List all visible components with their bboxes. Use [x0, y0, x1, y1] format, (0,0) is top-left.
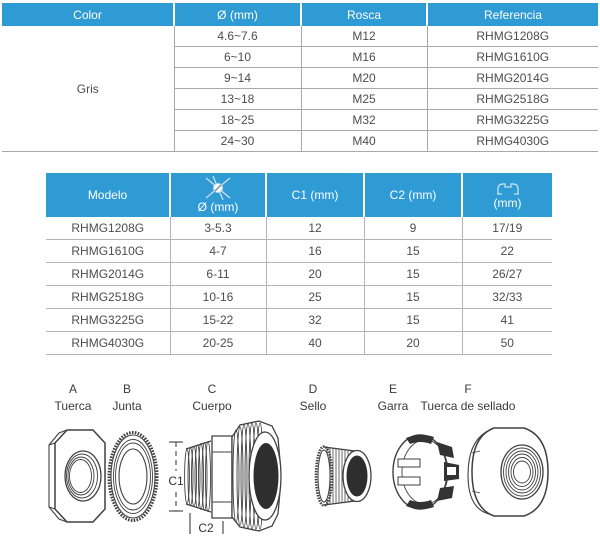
- spanner-cell: 17/19: [462, 217, 552, 240]
- c2-cell: 20: [364, 332, 462, 355]
- header-diameter: Ø (mm): [174, 3, 301, 26]
- c2-cell: 15: [364, 240, 462, 263]
- header-color: Color: [2, 3, 174, 26]
- c2-cell: 9: [364, 217, 462, 240]
- referencia-cell: RHMG1610G: [427, 47, 598, 68]
- c1-cell: 20: [266, 263, 364, 286]
- seal-drawing: [310, 440, 378, 512]
- spanner-cell: 50: [462, 332, 552, 355]
- gasket-drawing: [106, 429, 160, 524]
- table-row: [46, 217, 552, 240]
- header-c1: C1 (mm): [266, 173, 364, 217]
- c1-cell: 16: [266, 240, 364, 263]
- rosca-cell: M16: [301, 47, 427, 68]
- diameter-cell: 13~18: [174, 89, 301, 110]
- header-spanner: (mm): [462, 173, 552, 217]
- c2-dim-label: C2: [198, 521, 214, 535]
- diameter-cell: 15-22: [170, 309, 266, 332]
- modelo-cell: RHMG2014G: [46, 263, 170, 286]
- diameter-cell: 3-5.3: [170, 217, 266, 240]
- table-row: [46, 263, 552, 286]
- diameter-cell: 4.6~7.6: [174, 26, 301, 47]
- part-label-a: A Tuerca: [54, 382, 92, 413]
- rosca-cell: M32: [301, 110, 427, 131]
- table-row: [46, 309, 552, 332]
- c1-cell: 32: [266, 309, 364, 332]
- rosca-cell: M40: [301, 131, 427, 152]
- referencia-cell: RHMG4030G: [427, 131, 598, 152]
- c2-cell: 15: [364, 286, 462, 309]
- header-referencia: Referencia: [427, 3, 598, 26]
- diameter-cell: 6-11: [170, 263, 266, 286]
- spanner-icon: [496, 181, 520, 196]
- rosca-cell: M25: [301, 89, 427, 110]
- table-row: [46, 240, 552, 263]
- table-row: [2, 26, 598, 47]
- modelo-cell: RHMG3225G: [46, 309, 170, 332]
- referencia-cell: RHMG3225G: [427, 110, 598, 131]
- modelo-cell: RHMG1208G: [46, 217, 170, 240]
- part-label-d: D Sello: [299, 382, 327, 413]
- referencia-cell: RHMG2014G: [427, 68, 598, 89]
- table-row: [46, 332, 552, 355]
- referencia-cell: RHMG1208G: [427, 26, 598, 47]
- part-label-f: F Tuerca de sellado: [420, 382, 516, 413]
- c1-cell: 25: [266, 286, 364, 309]
- claw-drawing: [390, 432, 460, 512]
- dimensions-table-header-row: [46, 173, 552, 217]
- header-cable-diameter: Ø (mm): [170, 173, 266, 217]
- dimensions-table: [46, 173, 552, 355]
- spanner-cell: 32/33: [462, 286, 552, 309]
- part-label-c: C Cuerpo: [192, 382, 232, 413]
- c1-cell: 40: [266, 332, 364, 355]
- c1-cell: 12: [266, 217, 364, 240]
- modelo-cell: RHMG1610G: [46, 240, 170, 263]
- referencia-cell: RHMG2518G: [427, 89, 598, 110]
- header-c2: C2 (mm): [364, 173, 462, 217]
- part-label-b: B Junta: [112, 382, 142, 413]
- nut-drawing: [46, 427, 108, 525]
- diameter-cell: 18~25: [174, 110, 301, 131]
- sealing-nut-drawing: [466, 423, 554, 521]
- table-row: [46, 286, 552, 309]
- spanner-cell: 22: [462, 240, 552, 263]
- selection-table: [2, 3, 598, 152]
- diameter-cell: 6~10: [174, 47, 301, 68]
- modelo-cell: RHMG4030G: [46, 332, 170, 355]
- spanner-cell: 41: [462, 309, 552, 332]
- diameter-cell: 20-25: [170, 332, 266, 355]
- c2-cell: 15: [364, 263, 462, 286]
- header-modelo: Modelo: [46, 173, 170, 217]
- rosca-cell: M12: [301, 26, 427, 47]
- diameter-cell: 9~14: [174, 68, 301, 89]
- cable-cross-section-icon: [204, 176, 232, 200]
- rosca-cell: M20: [301, 68, 427, 89]
- modelo-cell: RHMG2518G: [46, 286, 170, 309]
- color-value-cell: Gris: [2, 26, 174, 152]
- diameter-cell: 10-16: [170, 286, 266, 309]
- spanner-cell: 26/27: [462, 263, 552, 286]
- diameter-cell: 24~30: [174, 131, 301, 152]
- header-rosca: Rosca: [301, 3, 427, 26]
- part-label-e: E Garra: [377, 382, 409, 413]
- c2-cell: 15: [364, 309, 462, 332]
- c1-dim-label: C1: [168, 474, 184, 488]
- body-drawing: [166, 416, 288, 536]
- selection-table-header-row: [2, 3, 598, 26]
- diameter-cell: 4-7: [170, 240, 266, 263]
